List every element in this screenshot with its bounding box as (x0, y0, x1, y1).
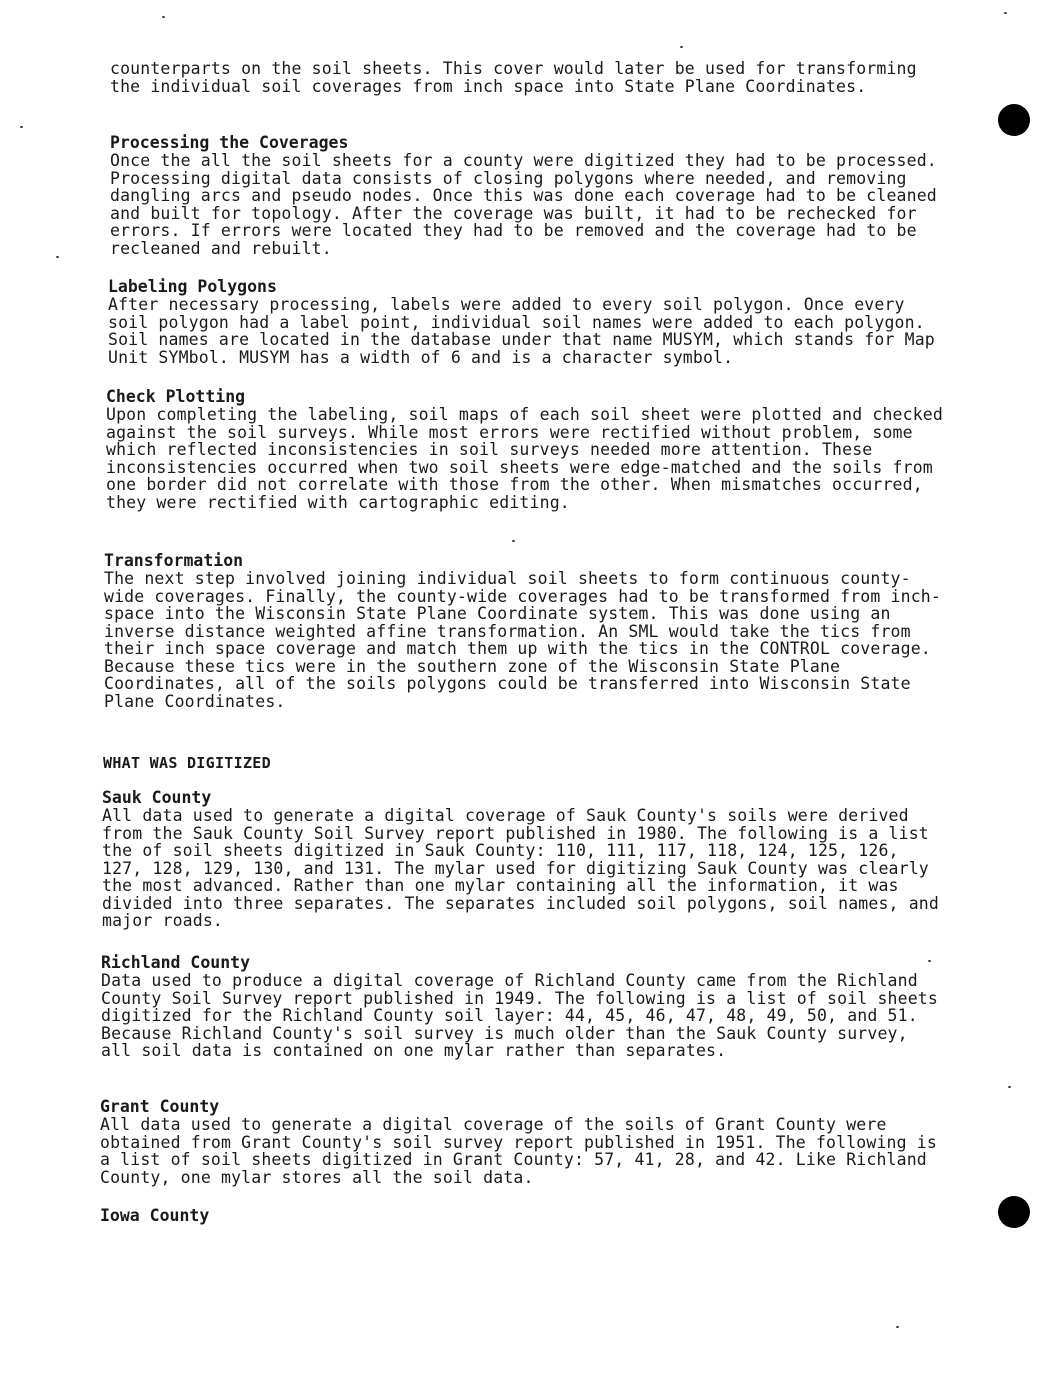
county-iowa (100, 1207, 940, 1225)
section-check-plotting (106, 388, 946, 511)
county-text-sauk: All data used to generate a digital coverage of Sauk County's soils were derived from the Sauk County Soil Survey report published in 1980. The following is a list the of soil sheets digitized in Sauk County: 110, 111, 117, 118, 124, 125, 126, 127, 128, 129, 130, and 131. The mylar used for digitizing Sauk County was clearly the most advanced. Rather than one mylar containing all the information, it was divided into three separates. The separates included soil polygons, soil names, and major roads. (102, 806, 939, 930)
section-heading-check-plotting: Check Plotting (106, 387, 246, 406)
section-processing (110, 134, 950, 257)
section-text-check-plotting: Upon completing the labeling, soil maps of each soil sheet were plotted and checked against the soil surveys. While most errors were rectified without problem, some which reflected inconsistencies in soil surveys needed more attention. These inconsistencies occurred when two soil sheets were edge-matched and the soils from one border did not correlate with those from the other. When mismatches occurred, they were rectified with cartographic editing. (106, 405, 943, 512)
section-labeling (108, 278, 948, 366)
county-text-richland: Data used to produce a digital coverage of Richland County came from the Richland County Soil Survey report published in 1949. The following is a list of soil sheets digitized for the Richland County soil layer: 44, 45, 46, 47, 48, 49, 50, and 51. Because Richland County's soil survey is much older than the Sauk County survey, all soil data is contained on one mylar rather than separates. (101, 971, 938, 1060)
county-sauk (102, 789, 942, 930)
section-heading-transformation: Transformation (104, 551, 244, 570)
county-text-grant: All data used to generate a digital coverage of the soils of Grant County were obtained from Grant County's soil survey report published in 1951. The following is a list of soil sheets digitized in Grant County: 57, 41, 28, and 42. Like Richland County, one mylar stores all the soil data. (100, 1115, 937, 1187)
binder-hole-top (998, 104, 1030, 136)
binder-hole-bottom (998, 1196, 1030, 1228)
county-richland (101, 954, 941, 1060)
county-heading-iowa: Iowa County (100, 1206, 210, 1225)
what-was-digitized-heading: WHAT WAS DIGITIZED (103, 754, 271, 772)
section-heading-labeling: Labeling Polygons (108, 277, 277, 296)
section-text-processing: Once the all the soil sheets for a county were digitized they had to be processed. Processing digital data consists of closing polygons where needed, and removing dangling arcs and pseudo nodes. Once this was done each coverage had to be cleaned and built for topology. After the coverage was built, it had to be rechecked for errors. If errors were located they had to be removed and the coverage had to be recleaned and rebuilt. (110, 151, 937, 258)
intro-text: counterparts on the soil sheets. This cover would later be used for transforming the individual soil coverages from inch space into State Plane Coordinates. (110, 59, 917, 96)
county-heading-sauk: Sauk County (102, 788, 212, 807)
section-text-transformation: The next step involved joining individual soil sheets to form continuous county-wide coverages. Finally, the county-wide coverages had to be transformed from inch-space into the Wisconsin State Plane Coordinate system. This was done using an inverse distance weighted affine transformation. An SML would take the tics from their inch space coverage and match them up with the tics in the CONTROL coverage. Because these tics were in the southern zone of the Wisconsin State Plane Coordinates, all of the soils polygons could be transferred into Wisconsin State Plane Coordinates. (104, 569, 941, 711)
scan-speck (896, 1326, 899, 1328)
scan-speck (20, 126, 23, 128)
county-grant (100, 1098, 940, 1186)
scan-speck (162, 16, 165, 18)
section-transformation (104, 552, 944, 710)
intro-paragraph (110, 60, 950, 95)
section-heading-processing: Processing the Coverages (110, 133, 349, 152)
scan-speck (680, 46, 683, 48)
scan-speck (1008, 1086, 1011, 1088)
county-heading-richland: Richland County (101, 953, 251, 972)
county-heading-grant: Grant County (100, 1097, 220, 1116)
scan-speck (512, 540, 515, 542)
section-text-labeling: After necessary processing, labels were added to every soil polygon. Once every soil polygon had a label point, individual soil names were added to each polygon. Soil names are located in the database under that name MUSYM, which stands for Map Unit SYMbol. MUSYM has a width of 6 and is a character symbol. (108, 295, 935, 367)
scan-speck (1004, 12, 1007, 14)
scan-speck (56, 256, 59, 258)
